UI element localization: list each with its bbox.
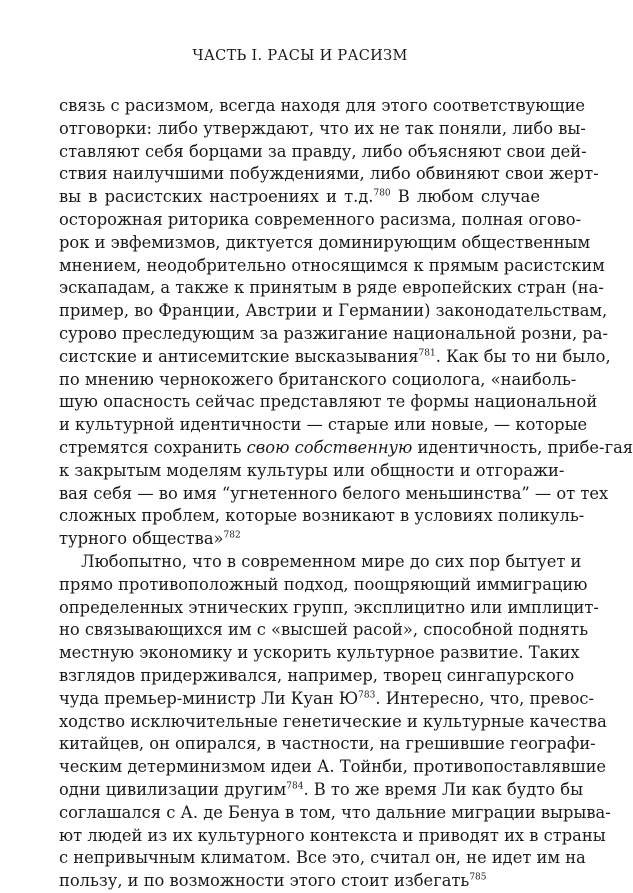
text-line: отговорки: либо утверждают, что их не так поняли, либо вы- (59, 118, 586, 138)
text-line: к закрытым моделям культуры или общности и отгоражи- (59, 460, 565, 480)
text-line: китайцев, он опирался, в частности, на грешившие географи- (59, 734, 596, 754)
text-line: эскападам, а также к принятым в ряде европейских стран (на- (59, 278, 604, 298)
text-line: рок и эвфемизмов, диктуется доминирующим общественным (59, 232, 591, 252)
text-line (59, 437, 633, 460)
text-line: и культурной идентичности — старые или новые, — которые (59, 415, 588, 435)
footnote-ref: 782 (223, 530, 241, 541)
text-line: взглядов придерживался, например, творец сингапурского (59, 665, 575, 685)
text-line: ставляют себя борцами за правду, либо объясняют свои дей- (59, 141, 587, 161)
footnote-ref: 783 (358, 690, 376, 701)
italic-phrase: свою собственную (246, 437, 413, 457)
text-line: с непривычным климатом. Все это, считал он, не идет им на (59, 848, 586, 868)
text-line: соглашался с А. де Бенуа в том, что дальние миграции вырыва- (59, 802, 611, 822)
text-line: сурово преследующим за разжигание национальной розни, ра- (59, 323, 608, 343)
text-line: ходство исключительные генетические и культурные качества (59, 711, 607, 731)
text-line: Любопытно, что в современном мире до сих пор бытует и (81, 551, 582, 571)
text-fragment: одни цивилизации другим (59, 779, 287, 799)
text-line: но связывающихся им с «высшей расой», способной поднять (59, 620, 589, 640)
text-line: вая себя — во имя “угнетенного белого меньшинства” — от тех (59, 483, 609, 503)
text-fragment: . В то же время Ли как будто бы (303, 779, 584, 799)
text-line: по мнению чернокожего британского социолога, «наиболь- (59, 369, 577, 389)
text-line: пример, во Франции, Австрии и Германии) законодательствам, (59, 301, 608, 321)
text-line: связь с расизмом, всегда находя для этого соответствующие (59, 96, 586, 115)
footnote-ref: 780 (373, 188, 391, 199)
text-line (59, 346, 611, 369)
text-line: осторожная риторика современного расизма, полная огово- (59, 209, 582, 229)
text-fragment: вы в расистских настроениях и т.д. (59, 187, 374, 207)
text-line: ческим детерминизмом идеи А. Тойнби, противопоставлявшие (59, 757, 607, 777)
text-line: сложных проблем, которые возникают в условиях поликуль- (59, 506, 585, 526)
text-fragment: чуда премьер-министр Ли Куан Ю (59, 688, 359, 708)
text-line: мнением, неодобрительно относящимся к прямым расистским (59, 255, 605, 275)
text-fragment: . Интересно, что, превос- (375, 688, 594, 708)
text-line: шую опасность сейчас представляют те формы национальной (59, 392, 598, 412)
body-text (59, 95, 633, 893)
text-line (59, 779, 584, 802)
text-fragment: систские и антисемитские высказывания (59, 346, 419, 366)
text-fragment: стремятся сохранить (59, 437, 247, 457)
text-line (59, 528, 540, 551)
text-line: прямо противоположный подход, поощряющий иммиграцию (59, 574, 588, 594)
text-line: определенных этнических групп, эксплицитно или имплицит- (59, 597, 599, 617)
text-fragment: пользу, и по возможности этого стоит избегать (59, 871, 470, 891)
footnote-ref: 784 (286, 781, 304, 792)
text-line (59, 688, 594, 711)
text-line: ют людей из их культурного контекста и приводят их в страны (59, 825, 606, 845)
text-fragment: . Как бы то ни было, (435, 346, 611, 366)
text-fragment: В любом случае (390, 187, 540, 207)
footnote-ref: 781 (418, 348, 436, 359)
running-header: ЧАСТЬ I. РАСЫ И РАСИЗМ (192, 48, 408, 64)
text-line: местную экономику и ускорить культурное развитие. Таких (59, 643, 580, 663)
text-fragment: турного общества» (59, 529, 224, 549)
text-line (59, 186, 540, 209)
text-line: ствия наилучшими побуждениями, либо обвиняют свои жерт- (59, 164, 599, 184)
text-line (59, 870, 540, 893)
text-fragment: идентичность, прибе-гая (412, 437, 633, 457)
footnote-ref: 785 (469, 872, 487, 883)
